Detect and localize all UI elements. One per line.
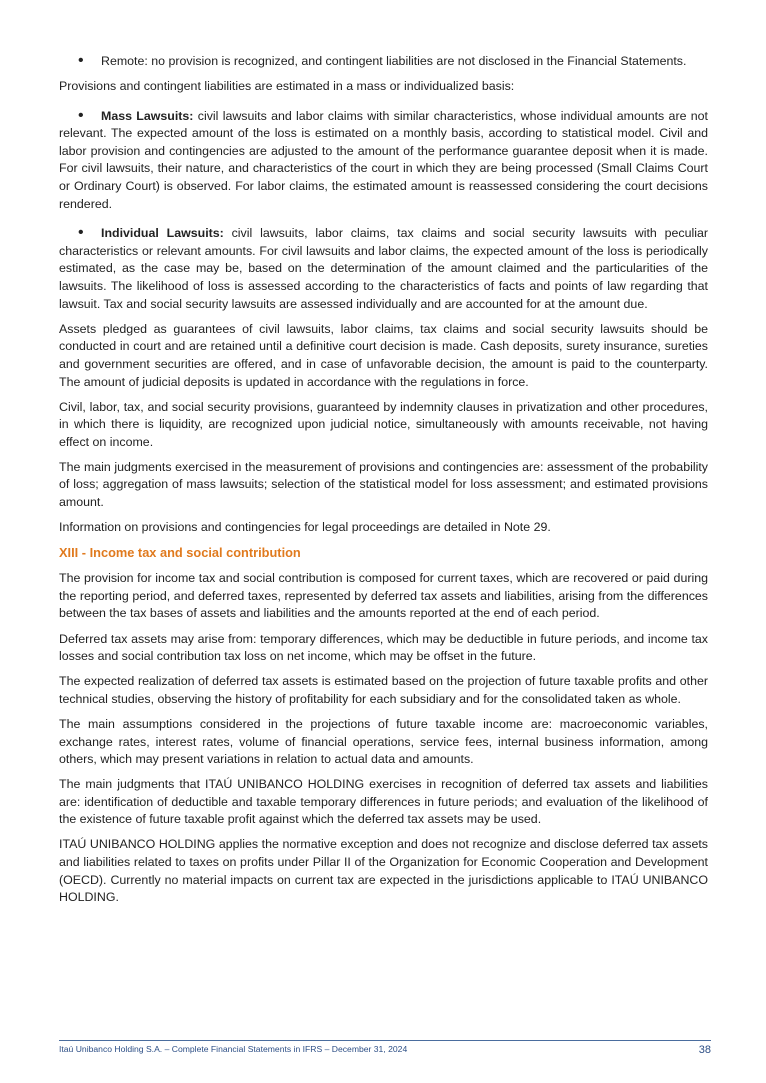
income-tax-paragraph-4: The main assumptions considered in the projections of future taxable income are: macroeconomic variables, exchange rates, interest rates, volume of financial operations, service fees, internal business information, among others, which may present variations in relation to actual data and amounts. <box>59 716 708 767</box>
section-heading: XIII - Income tax and social contribution <box>59 545 301 561</box>
page-footer <box>59 1040 711 1056</box>
income-tax-paragraph-3: The expected realization of deferred tax assets is estimated based on the projection of future taxable profits and other technical studies, observing the history of profitability for each subsidiary and for the consolidated taken as whole. <box>59 674 708 706</box>
page-number: 38 <box>698 1044 711 1056</box>
bullet-dot: • <box>78 106 84 124</box>
document-body <box>59 53 708 914</box>
individual-lawsuits-text: civil lawsuits, labor claims, tax claims and social security lawsuits with peculiar characteristics or relevant amounts. For civil lawsuits and labor claims, the expected amount of the loss is periodically estimated, as the case may be, based on the determination of the amount claimed and the particularities of the lawsuits. The likelihood of loss is assessed according to the characteristics of facts and points of law regarding that lawsuit. Tax and social security lawsuits are assessed individually and are accounted for at the amount due. <box>59 226 709 311</box>
indemnity-paragraph: Civil, labor, tax, and social security provisions, guaranteed by indemnity clauses in privatization and other procedures, in which there is liquidity, are recognized upon judicial notice, simultaneously with amounts receivable, not having effect on income. <box>59 399 708 449</box>
note-29-paragraph: Information on provisions and contingencies for legal proceedings are detailed in Note 29. <box>59 520 551 535</box>
income-tax-paragraph-2: Deferred tax assets may arise from: temporary differences, which may be deductible in future periods, and income tax losses and social contribution tax loss on net income, which may be offset in the future. <box>59 631 708 664</box>
bullet-mass-lawsuits <box>59 108 708 214</box>
income-tax-paragraph-1: The provision for income tax and social contribution is composed for current taxes, which are recovered or paid during the reporting period, and deferred taxes, represented by deferred tax assets and liabilities, arising from the differences between the tax bases of assets and liabilities and the amounts reported at the end of each period. <box>59 571 708 621</box>
mass-lawsuits-text: civil lawsuits and labor claims with similar characteristics, whose individual amounts are not relevant. The expected amount of the loss is estimated on a monthly basis, according to statistical model. Civil and labor provision and contingencies are adjusted to the amount of the performance guarantee deposit when it is made. For civil lawsuits, their nature, and characteristics of the court in which they are being processed (Small Claims Court or Ordinary Court) is observed. For labor claims, the estimated amount is reassessed considering the court decisions rendered. <box>59 108 708 211</box>
income-tax-paragraph-5: The main judgments that ITAÚ UNIBANCO HOLDING exercises in recognition of deferred tax assets and liabilities are: identification of deductible and taxable temporary differences in future periods; and evaluation of the likelihood of the existence of future taxable profit against which the deferred tax assets may be used. <box>59 777 708 827</box>
bullet-dot: • <box>78 52 84 69</box>
bullet-dot: • <box>78 224 84 242</box>
income-tax-paragraph-6: ITAÚ UNIBANCO HOLDING applies the normative exception and does not recognize and disclose deferred tax assets and liabilities related to taxes on profits under Pillar II of the Organization for Economic Cooperation and Development (OECD). Currently no material impacts on current tax are expected in the jurisdictions applicable to ITAÚ UNIBANCO HOLDING. <box>59 837 708 905</box>
judgments-provisions-paragraph: The main judgments exercised in the measurement of provisions and contingencies are: assessment of the probability of loss; aggregation of mass lawsuits; selection of the statistical model for loss assessment; and estimated provisions amount. <box>59 459 708 510</box>
mass-lawsuits-label: Mass Lawsuits: <box>101 108 194 123</box>
remote-text: Remote: no provision is recognized, and contingent liabilities are not disclosed in the Financial Statements. <box>101 54 687 68</box>
bullet-remote <box>59 53 708 71</box>
bullet-individual-lawsuits <box>59 225 708 313</box>
footer-text: Itaú Unibanco Holding S.A. – Complete Financial Statements in IFRS – December 31, 2024 <box>59 1044 408 1054</box>
assets-pledged-paragraph: Assets pledged as guarantees of civil lawsuits, labor claims, tax claims and social security lawsuits should be conducted in court and are retained until a definitive court decision is made. Cash deposits, surety insurance, sureties and government securities are offered, and in case of unfavorable decision, the amount is paid to the counterparty. The amount of judicial deposits is updated in accordance with the regulations in force. <box>59 321 708 389</box>
individual-lawsuits-label: Individual Lawsuits: <box>101 226 224 241</box>
basis-paragraph: Provisions and contingent liabilities are estimated in a mass or individualized basis: <box>59 79 515 94</box>
